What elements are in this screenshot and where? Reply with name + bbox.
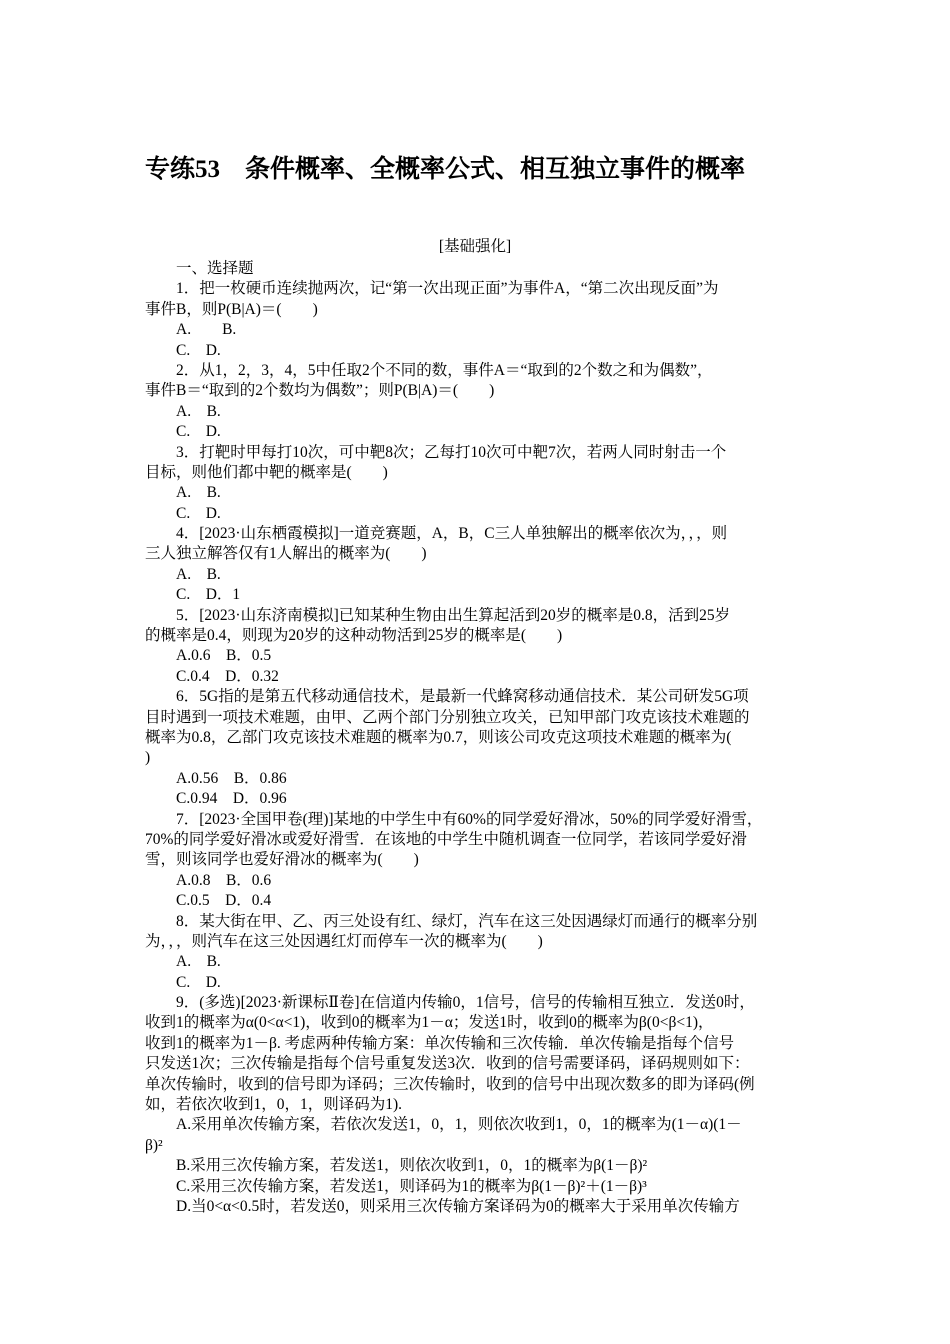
q4-options-ab: A. B.	[176, 565, 221, 583]
q9-line-1: 9．(多选)[2023·新课标Ⅱ卷]在信道内传输0，1信号，信号的传输相互独立．发送0时，	[176, 994, 755, 1012]
section-label: [基础强化]	[438, 238, 512, 255]
q3-options-cd: C. D.	[176, 504, 221, 522]
q9-line-5: 单次传输时，收到的信号即为译码；三次传输时，收到的信号中出现次数多的即为译码(例	[145, 1075, 755, 1093]
question-body	[145, 259, 807, 1217]
q6-line-2: 目时遇到一项技术难题，由甲、乙两个部门分别独立攻关，已知甲部门攻克该技术难题的	[145, 708, 750, 726]
q8-options-ab: A. B.	[176, 953, 221, 971]
q9-line-6: 如，若依次收到1，0，1，则译码为1).	[145, 1096, 403, 1114]
q4-options-cd: C. D．1	[176, 586, 241, 604]
q5-line-1: 5．[2023·山东济南模拟]已知某种生物由出生算起活到20岁的概率是0.8，活到25岁	[176, 606, 731, 624]
part-heading: 一、选择题	[176, 260, 254, 277]
q2-line-1: 2．从1，2，3，4，5中任取2个不同的数，事件A＝“取到的2个数之和为偶数”，	[176, 361, 713, 379]
q8-line-2: 为，，，则汽车在这三处因遇红灯而停车一次的概率为( )	[145, 932, 543, 950]
q2-options-ab: A. B.	[176, 402, 221, 420]
q9-option-a-line-1: A.采用单次传输方案，若依次发送1，0，1，则依次收到1，0，1的概率为(1－α)(1－	[176, 1116, 742, 1134]
q3-line-2: 目标，则他们都中靶的概率是( )	[145, 463, 388, 481]
q2-line-2: 事件B＝“取到的2个数均为偶数”；则P(B|A)＝( )	[145, 382, 495, 400]
q7-line-1: 7．[2023·全国甲卷(理)]某地的中学生中有60%的同学爱好滑冰，50%的同学爱好滑雪，	[176, 810, 763, 828]
q7-options-cd: C.0.5 D．0.4	[176, 892, 272, 910]
q4-line-1: 4．[2023·山东栖霞模拟]一道竞赛题，A，B，C三人单独解出的概率依次为，，，则	[176, 525, 728, 543]
q9-line-2: 收到1的概率为α(0<α<1)，收到0的概率为1－α；发送1时，收到0的概率为β(0<β<1)，	[145, 1014, 714, 1032]
q6-options-ab: A.0.56 B．0.86	[176, 769, 287, 787]
q5-options-cd: C.0.4 D．0.32	[176, 667, 279, 685]
page-title: 专练53 条件概率、全概率公式、相互独立事件的概率	[145, 156, 746, 183]
q1-options-ab: A. B.	[176, 321, 237, 339]
q9-option-d: D.当0<α<0.5时，若发送0，则采用三次传输方案译码为0的概率大于采用单次传输方	[176, 1197, 740, 1215]
q1-line-1: 1．把一枚硬币连续抛两次，记“第一次出现正面”为事件A，“第二次出现反面”为	[176, 280, 719, 298]
q6-options-cd: C.0.94 D．0.96	[176, 790, 287, 808]
q6-line-4: )	[145, 749, 151, 767]
q9-line-4: 只发送1次；三次传输是指每个信号重复发送3次．收到的信号需要译码，译码规则如下：	[145, 1055, 750, 1073]
q8-line-1: 8．某大街在甲、乙、丙三处设有红、绿灯，汽车在这三处因遇绿灯而通行的概率分别	[176, 912, 758, 930]
q9-option-a-line-2: β)²	[145, 1136, 163, 1154]
q9-line-3: 收到1的概率为1－β. 考虑两种传输方案：单次传输和三次传输．单次传输是指每个信号	[145, 1034, 735, 1052]
q6-line-1: 6．5G指的是第五代移动通信技术，是最新一代蜂窝移动通信技术．某公司研发5G项	[176, 688, 749, 706]
q7-line-2: 70%的同学爱好滑冰或爱好滑雪．在该地的中学生中随机调查一位同学，若该同学爱好滑	[145, 830, 747, 848]
q9-option-c: C.采用三次传输方案，若发送1，则译码为1的概率为β(1－β)²＋(1－β)³	[176, 1177, 647, 1195]
q5-line-2: 的概率是0.4，则现为20岁的这种动物活到25岁的概率是( )	[145, 627, 563, 645]
q3-options-ab: A. B.	[176, 484, 221, 502]
q5-options-ab: A.0.6 B．0.5	[176, 647, 272, 665]
q4-line-2: 三人独立解答仅有1人解出的概率为( )	[145, 545, 427, 563]
q7-line-3: 雪，则该同学也爱好滑冰的概率为( )	[145, 851, 419, 869]
q1-options-cd: C. D.	[176, 341, 221, 359]
q1-line-2: 事件B，则P(B|A)＝( )	[145, 300, 318, 318]
q8-options-cd: C. D.	[176, 973, 221, 991]
q6-line-3: 概率为0.8，乙部门攻克该技术难题的概率为0.7，则该公司攻克这项技术难题的概率为(	[145, 728, 732, 746]
q9-option-b: B.采用三次传输方案，若发送1，则依次收到1，0，1的概率为β(1－β)²	[176, 1157, 648, 1175]
q7-options-ab: A.0.8 B．0.6	[176, 871, 272, 889]
q3-line-1: 3．打靶时甲每打10次，可中靶8次；乙每打10次可中靶7次，若两人同时射击一个	[176, 443, 727, 461]
q2-options-cd: C. D.	[176, 423, 221, 441]
